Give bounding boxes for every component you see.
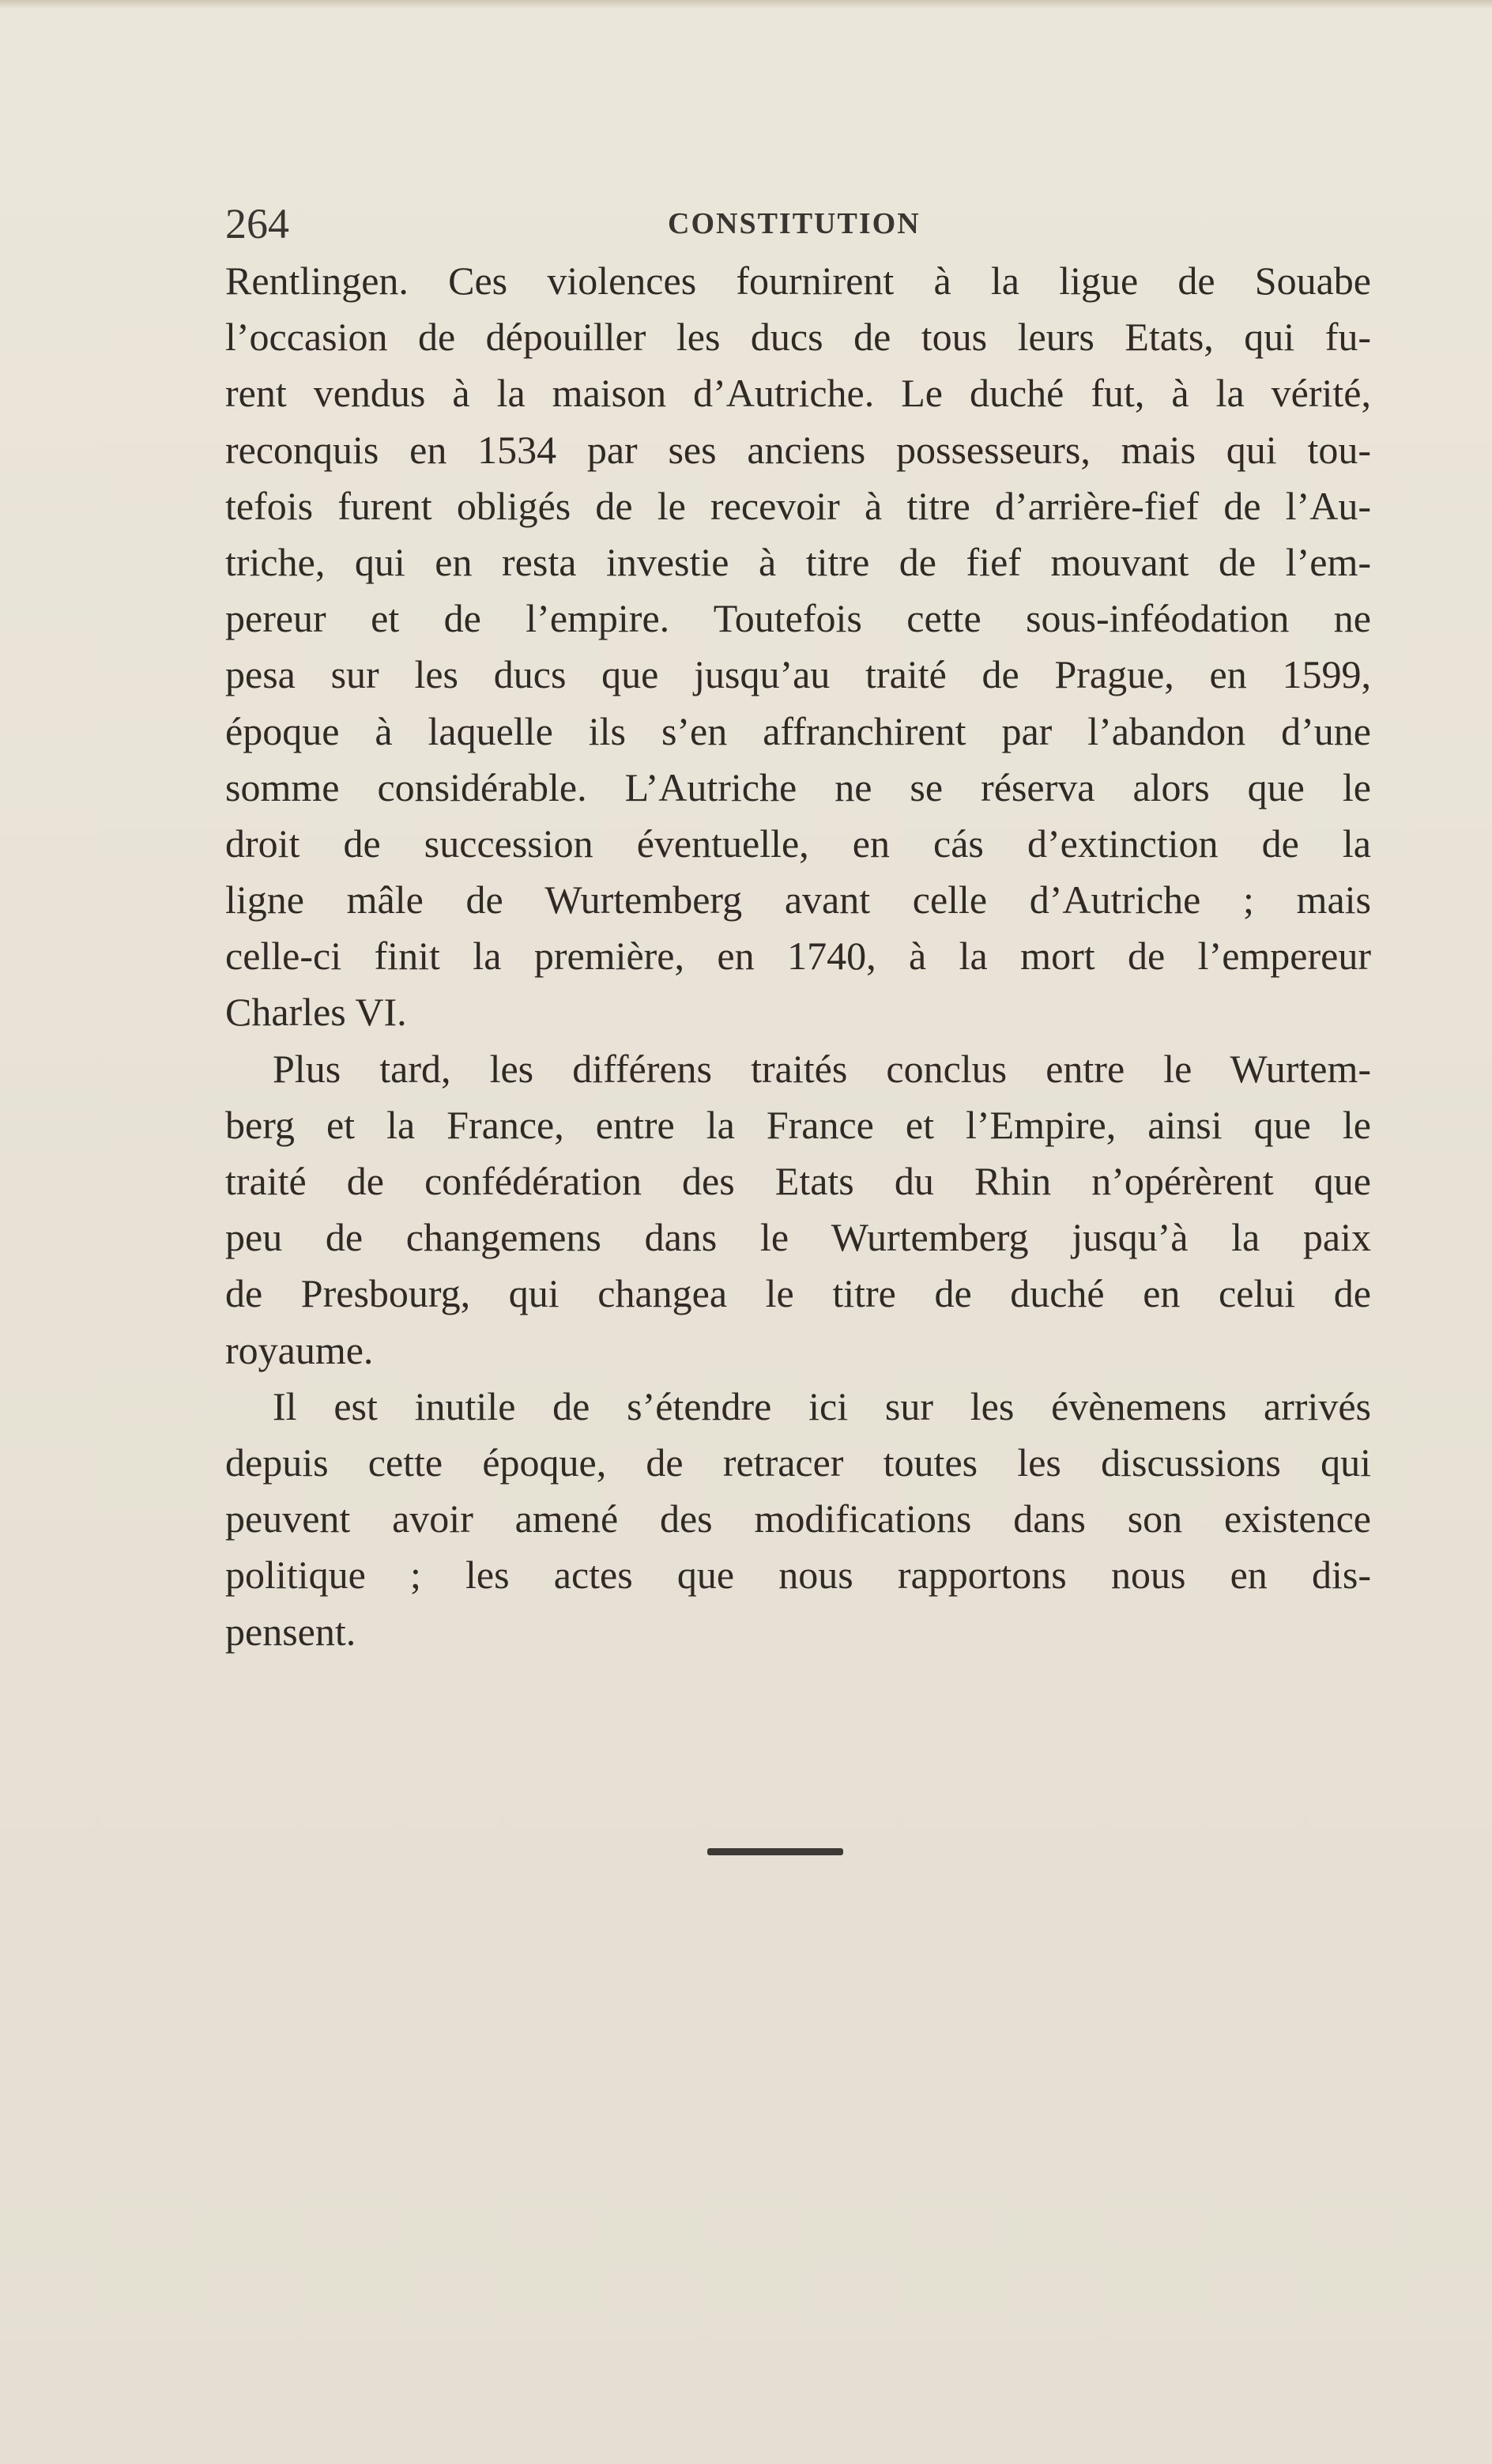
text-line: peuvent avoir amené des modifications dans son existence	[225, 1496, 1371, 1541]
page-number: 264	[225, 200, 289, 247]
text-line: depuis cette époque, de retracer toutes les discussions qui	[225, 1440, 1371, 1485]
text-line: tefois furent obligés de le recevoir à titre d’arrière-fief de l’Au-	[225, 483, 1371, 528]
text-line: Charles VI.	[225, 990, 407, 1035]
text-line: celle-ci finit la première, en 1740, à la mort de l’empereur	[225, 934, 1371, 979]
running-title: CONSTITUTION	[668, 207, 921, 240]
page-top-edge	[0, 0, 1492, 8]
running-head	[225, 196, 1379, 251]
text-line: triche, qui en resta investie à titre de fief mouvant de l’em-	[225, 539, 1371, 584]
text-line: ligne mâle de Wurtemberg avant celle d’Autriche ; mais	[225, 877, 1371, 923]
text-line: peu de changemens dans le Wurtemberg jusqu’à la paix	[225, 1215, 1371, 1260]
section-end-rule	[707, 1848, 843, 1855]
text-line: Plus tard, les différens traités conclus entre le Wurtem-	[273, 1046, 1371, 1091]
text-line: berg et la France, entre la France et l’Empire, ainsi que le	[225, 1102, 1371, 1147]
text-line: pensent.	[225, 1609, 356, 1654]
text-line: reconquis en 1534 par ses anciens possesseurs, mais qui tou-	[225, 427, 1371, 472]
text-line: pereur et de l’empire. Toutefois cette sous-inféodation ne	[225, 596, 1371, 641]
text-line: de Presbourg, qui changea le titre de duché en celui de	[225, 1271, 1371, 1316]
text-line: l’occasion de dépouiller les ducs de tous leurs Etats, qui fu-	[225, 315, 1371, 360]
text-line: royaume.	[225, 1327, 374, 1372]
text-line: traité de confédération des Etats du Rhin n’opérèrent que	[225, 1159, 1371, 1203]
text-line: pesa sur les ducs que jusqu’au traité de Prague, en 1599,	[225, 652, 1371, 697]
text-line: somme considérable. L’Autriche ne se réserva alors que le	[225, 764, 1371, 809]
body-text	[225, 253, 1371, 1660]
text-line: Rentlingen. Ces violences fournirent à la ligue de Souabe	[225, 258, 1371, 303]
text-line: époque à laquelle ils s’en affranchirent par l’abandon d’une	[225, 708, 1371, 753]
text-line: politique ; les actes que nous rapportons nous en dis-	[225, 1553, 1371, 1598]
text-line: Il est inutile de s’étendre ici sur les évènemens arrivés	[273, 1383, 1371, 1428]
text-line: rent vendus à la maison d’Autriche. Le duché fut, à la vérité,	[225, 371, 1371, 416]
text-line: droit de succession éventuelle, en cás d’extinction de la	[225, 821, 1371, 866]
